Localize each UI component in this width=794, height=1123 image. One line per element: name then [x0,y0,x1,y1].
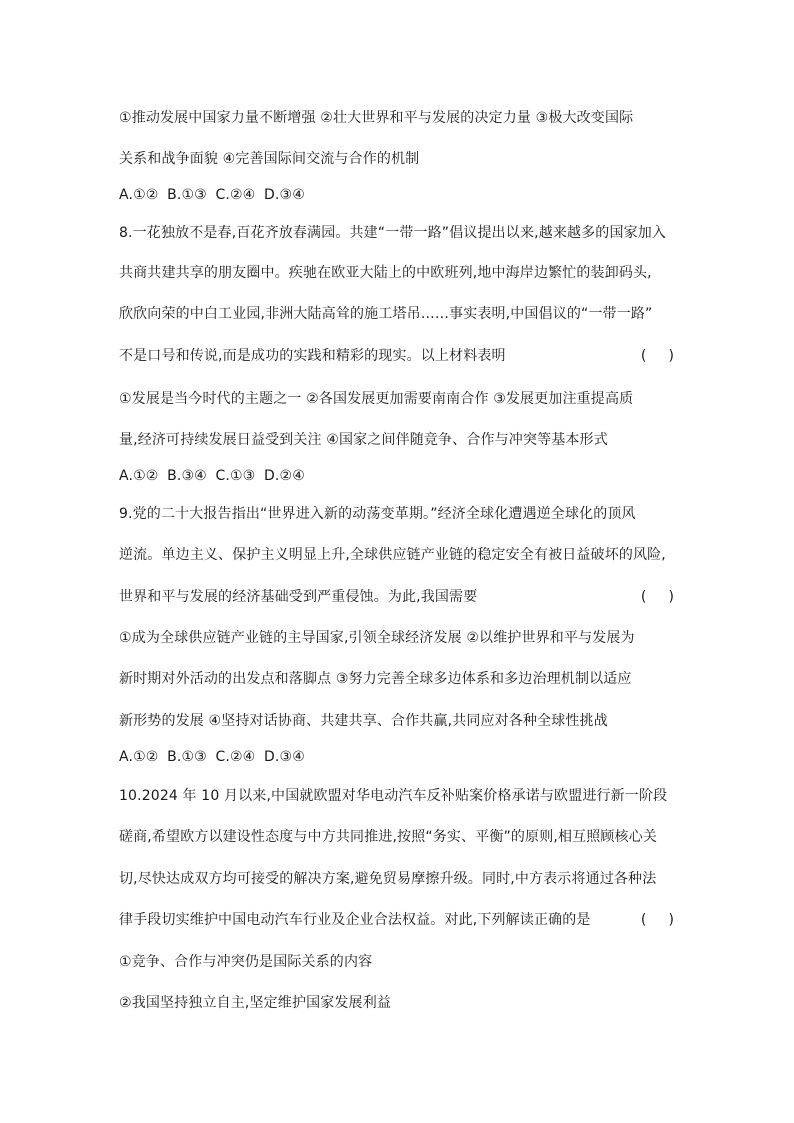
q8-stem-line-3: 欣欣向荣的中白工业园,非洲大陆高耸的施工塔吊……事实表明,中国倡议的“一带一路” [119,306,653,322]
q8-answer-bracket: ( ) [640,348,674,364]
q8-choices: A.①② B.③④ C.①③ D.②④ [119,468,305,484]
q10-option-2: ②我国坚持独立自主,坚定维护国家发展利益 [119,995,391,1011]
q10-stem-line-1: 10.2024 年 10 月以来,中国就欧盟对华电动汽车反补贴案价格承诺与欧盟进行新一阶段 [119,788,668,804]
q10-answer-bracket: ( ) [640,912,674,928]
q8-stem-line-2: 共商共建共享的朋友圈中。疾驰在欧亚大陆上的中欧班列,地中海岸边繁忙的装卸码头, [119,265,652,281]
q9-options-line-3: 新形势的发展 ④坚持对话协商、共建共享、合作共赢,共同应对各种全球性挑战 [119,713,608,729]
q9-answer-bracket: ( ) [640,589,674,605]
q9-options-line-2: 新时期对外活动的出发点和落脚点 ③努力完善全球多边体系和多边治理机制以适应 [119,671,632,687]
q9-stem-line-2: 逆流。单边主义、保护主义明显上升,全球供应链产业链的稳定安全有被日益破坏的风险, [119,547,666,563]
q10-stem-line-2: 磋商,希望欧方以建设性态度与中方共同推进,按照“务实、平衡”的原则,相互照顾核心关 [119,829,658,845]
q10-option-1: ①竞争、合作与冲突仍是国际关系的内容 [119,954,373,970]
q8-options-line-1: ①发展是当今时代的主题之一 ②各国发展更加需要南南合作 ③发展更加注重提高质 [119,391,634,407]
q8-stem-line-4: 不是口号和传说,而是成功的实践和精彩的现实。以上材料表明 [119,348,506,364]
q9-options-line-1: ①成为全球供应链产业链的主导国家,引领全球经济发展 ②以维护世界和平与发展为 [119,630,635,646]
q7-options-line-1: ①推动发展中国家力量不断增强 ②壮大世界和平与发展的决定力量 ③极大改变国际 [119,110,634,126]
q10-stem-line-4: 律手段切实维护中国电动汽车行业及企业合法权益。对此,下列解读正确的是 [119,912,591,928]
q7-choices: A.①② B.①③ C.②④ D.③④ [119,187,305,203]
q8-stem-line-1: 8.一花独放不是春,百花齐放春满园。共建“一带一路”倡议提出以来,越来越多的国家加入 [119,225,667,241]
q10-stem-line-3: 切,尽快达成双方均可接受的解决方案,避免贸易摩擦升级。同时,中方表示将通过各种法 [119,871,657,887]
q9-choices: A.①② B.①③ C.②④ D.③④ [119,749,305,765]
q7-options-line-2: 关系和战争面貌 ④完善国际间交流与合作的机制 [119,151,420,167]
q9-stem-line-3: 世界和平与发展的经济基础受到严重侵蚀。为此,我国需要 [119,589,478,605]
q8-options-line-2: 量,经济可持续发展日益受到关注 ④国家之间伴随竞争、合作与冲突等基本形式 [119,432,608,448]
q9-stem-line-1: 9.党的二十大报告指出“世界进入新的动荡变革期。”经济全球化遭遇逆全球化的顶风 [119,506,636,522]
